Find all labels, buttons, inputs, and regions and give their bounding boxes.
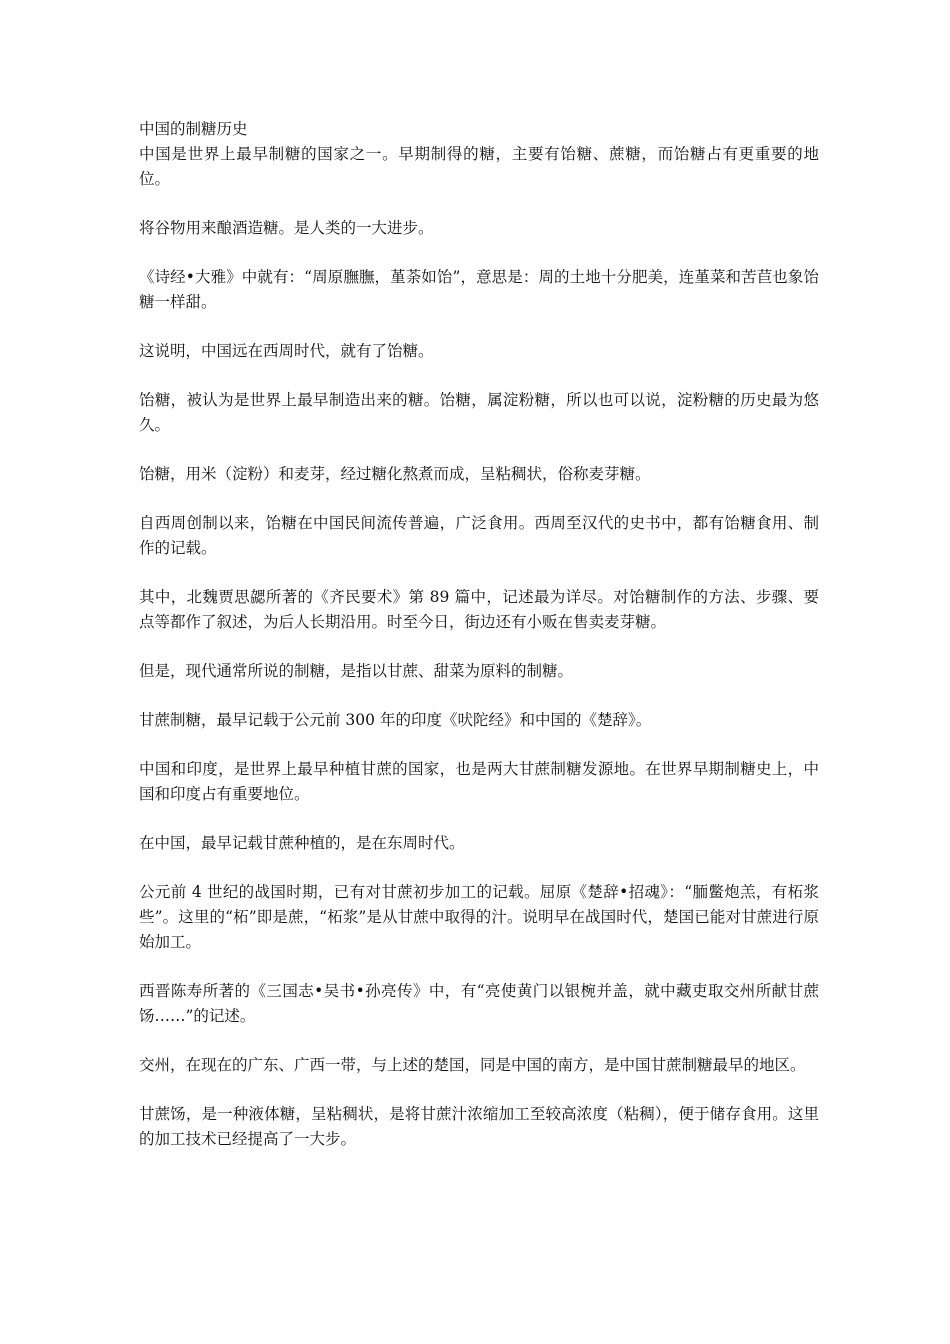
- paragraph: 其中，北魏贾思勰所著的《齐民要术》第 89 篇中，记述最为详尽。对饴糖制作的方法、步骤、要点等都作了叙述，为后人长期沿用。时至今日，街边还有小贩在售卖麦芽糖。: [139, 588, 819, 631]
- paragraph: 《诗经•大雅》中就有：“周原膴膴，堇荼如饴”，意思是：周的土地十分肥美，连堇菜和苦苣也象饴糖一样甜。: [139, 268, 819, 311]
- paragraph: 饴糖，被认为是世界上最早制造出来的糖。饴糖，属淀粉糖，所以也可以说，淀粉糖的历史最为悠久。: [139, 391, 819, 434]
- paragraph: 自西周创制以来，饴糖在中国民间流传普遍，广泛食用。西周至汉代的史书中，都有饴糖食用、制作的记载。: [139, 514, 819, 557]
- paragraph: 甘蔗饧，是一种液体糖，呈粘稠状，是将甘蔗汁浓缩加工至较高浓度（粘稠），便于储存食用。这里的加工技术已经提高了一大步。: [139, 1105, 819, 1148]
- paragraph: 饴糖，用米（淀粉）和麦芽，经过糖化熬煮而成，呈粘稠状，俗称麦芽糖。: [139, 465, 651, 483]
- paragraph: 中国和印度，是世界上最早种植甘蔗的国家，也是两大甘蔗制糖发源地。在世界早期制糖史上，中国和印度占有重要地位。: [139, 760, 819, 803]
- paragraph: 将谷物用来酿酒造糖。是人类的一大进步。: [139, 219, 434, 237]
- paragraph: 公元前 4 世纪的战国时期，已有对甘蔗初步加工的记载。屈原《楚辞•招魂》：“胹鳖炮羔，有柘浆些”。这里的“柘”即是蔗，“柘浆”是从甘蔗中取得的汁。说明早在战国时代，楚国已能对甘蔗进行原始加工。: [139, 883, 819, 951]
- paragraph: 甘蔗制糖，最早记载于公元前 300 年的印度《吠陀经》和中国的《楚辞》。: [139, 711, 652, 729]
- paragraph: 西晋陈寿所著的《三国志•吴书•孙亮传》中，有“亮使黄门以银椀并盖，就中藏吏取交州所献甘蔗饧……”的记述。: [139, 982, 819, 1025]
- paragraph: 中国是世界上最早制糖的国家之一。早期制得的糖，主要有饴糖、蔗糖，而饴糖占有更重要的地位。: [139, 145, 819, 188]
- document-body: [139, 117, 819, 1176]
- paragraph: 交州，在现在的广东、广西一带，与上述的楚国，同是中国的南方，是中国甘蔗制糖最早的地区。: [139, 1056, 806, 1074]
- paragraph: 在中国，最早记载甘蔗种植的，是在东周时代。: [139, 834, 465, 852]
- paragraph: 但是，现代通常所说的制糖，是指以甘蔗、甜菜为原料的制糖。: [139, 662, 574, 680]
- document-title: 中国的制糖历史: [139, 120, 248, 138]
- paragraph: 这说明，中国远在西周时代，就有了饴糖。: [139, 342, 434, 360]
